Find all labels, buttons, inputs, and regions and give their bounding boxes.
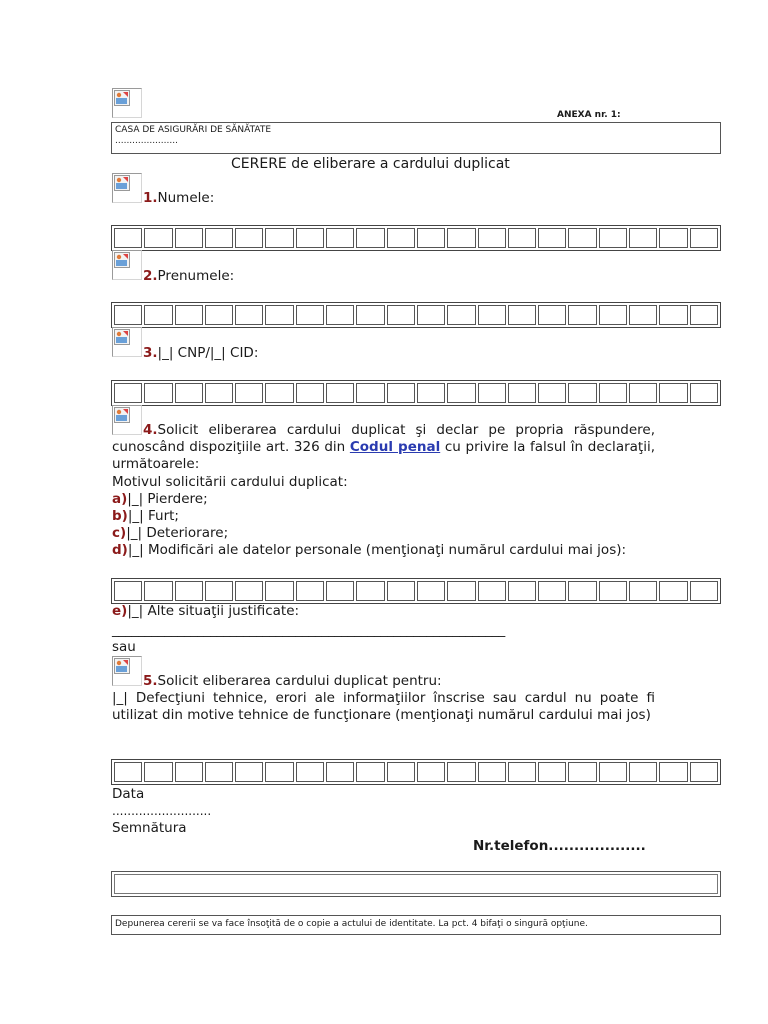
grid-cell[interactable] [538,581,566,601]
grid-cell[interactable] [599,762,627,782]
signature-label: Semnătura [112,820,187,836]
grid-cell[interactable] [296,581,324,601]
institution-name: CASA DE ASIGURĂRI DE SĂNĂTATE [115,125,272,135]
grid-cell[interactable] [296,762,324,782]
note-text: Depunerea cererii se va face însoţită de o copie a actului de identitate. La pct. 4 bifaţi o singură opţiune. [115,919,588,929]
grid-cell[interactable] [144,228,172,248]
date-label: Data [112,786,145,802]
grid-cell[interactable] [326,762,354,782]
field-3-label [143,345,258,362]
option-c-text: |_| Deteriorare; [126,525,229,541]
grid-cell[interactable] [538,383,566,403]
grid-cell[interactable] [690,762,718,782]
grid-cell[interactable] [144,305,172,325]
field-3-text: |_| CNP/|_| CID: [157,345,259,361]
grid-cell[interactable] [235,581,263,601]
grid-cell[interactable] [599,305,627,325]
option-d-text: |_| Modificări ale datelor personale (menţionaţi numărul cardului mai jos): [127,542,627,558]
grid-cell[interactable] [659,305,687,325]
grid-cell[interactable] [387,383,415,403]
grid-cell[interactable] [508,581,536,601]
grid-cell[interactable] [659,762,687,782]
grid-cell[interactable] [205,762,233,782]
grid-cell[interactable] [235,228,263,248]
grid-cell[interactable] [538,305,566,325]
option-b-text: |_| Furt; [127,508,179,524]
grid-cell[interactable] [387,581,415,601]
grid-cell[interactable] [205,228,233,248]
grid-cell[interactable] [568,305,596,325]
section-5-detail[interactable]: |_| Defecţiuni tehnice, erori ale informaţiilor înscrise sau cardul nu poate fi utilizat din motive tehnice de funcţionare (menţionaţi numărul cardului mai jos) [112,690,655,723]
grid-cell[interactable] [447,762,475,782]
or-label: sau [112,639,136,655]
grid-cell[interactable] [659,228,687,248]
grid-cell[interactable] [417,762,445,782]
grid-cell[interactable] [175,383,203,403]
option-e-text: |_| Alte situaţii justificate: [127,603,300,619]
grid-cell[interactable] [690,305,718,325]
grid-cell[interactable] [235,762,263,782]
grid-cell[interactable] [205,581,233,601]
option-d-key: d) [112,542,128,558]
reason-title: Motivul solicitării cardului duplicat: [112,474,348,490]
section-4-text-after: cu privire la falsul în declaraţii, următoarele: [112,439,655,472]
section-4-number: 4. [143,422,158,438]
grid-cell[interactable] [538,762,566,782]
option-b-key: b) [112,508,128,524]
grid-cell[interactable] [478,228,506,248]
grid-cell[interactable] [538,228,566,248]
grid-cell[interactable] [356,228,384,248]
grid-cell[interactable] [235,383,263,403]
grid-cell[interactable] [568,228,596,248]
field-1-text: Numele: [157,190,215,206]
grid-cell[interactable] [447,383,475,403]
field-1-number: 1. [143,190,158,206]
grid-cell[interactable] [235,305,263,325]
broken-image-icon [112,250,142,280]
grid-cell[interactable] [508,228,536,248]
grid-cell[interactable] [478,762,506,782]
option-e[interactable] [112,603,299,620]
option-d[interactable] [112,542,626,559]
card-number-grid-1[interactable] [111,578,721,604]
grid-cell[interactable] [144,581,172,601]
option-c-key: c) [112,525,127,541]
grid-cell[interactable] [659,581,687,601]
grid-cell[interactable] [356,762,384,782]
grid-cell[interactable] [508,305,536,325]
option-a[interactable] [112,491,208,508]
grid-cell[interactable] [296,305,324,325]
note-box [111,915,721,935]
grid-cell[interactable] [114,762,142,782]
grid-cell[interactable] [387,305,415,325]
broken-image-icon [112,88,142,118]
grid-cell[interactable] [690,228,718,248]
grid-cell[interactable] [568,383,596,403]
grid-cell[interactable] [690,383,718,403]
grid-cell[interactable] [447,581,475,601]
grid-cell[interactable] [205,383,233,403]
grid-cell[interactable] [629,581,657,601]
grid-cell[interactable] [326,305,354,325]
cnp-input-grid[interactable] [111,380,721,406]
grid-cell[interactable] [356,383,384,403]
grid-cell[interactable] [629,228,657,248]
option-a-key: a) [112,491,128,507]
institution-dots: ...................... [115,136,178,146]
grid-cell[interactable] [629,762,657,782]
grid-cell[interactable] [114,581,142,601]
grid-cell[interactable] [144,383,172,403]
section-4-paragraph [112,422,655,473]
grid-cell[interactable] [326,383,354,403]
name-input-grid[interactable] [111,225,721,251]
annex-label: ANEXA nr. 1: [557,110,621,120]
grid-cell[interactable] [356,305,384,325]
grid-cell[interactable] [508,383,536,403]
grid-cell[interactable] [114,305,142,325]
grid-cell[interactable] [265,581,293,601]
grid-cell[interactable] [265,383,293,403]
grid-cell[interactable] [478,305,506,325]
field-3-number: 3. [143,345,158,361]
phone-label[interactable]: Nr.telefon................... [473,838,646,854]
grid-cell[interactable] [175,762,203,782]
grid-cell[interactable] [114,228,142,248]
grid-cell[interactable] [599,383,627,403]
empty-box [111,871,721,897]
grid-cell[interactable] [599,228,627,248]
option-e-key: e) [112,603,128,619]
grid-cell[interactable] [175,228,203,248]
grid-cell[interactable] [175,581,203,601]
field-2-number: 2. [143,268,158,284]
surname-input-grid[interactable] [111,302,721,328]
grid-cell[interactable] [265,228,293,248]
option-c[interactable] [112,525,228,542]
grid-cell[interactable] [205,305,233,325]
date-dots[interactable]: .......................... [112,804,212,818]
grid-cell[interactable] [508,762,536,782]
broken-image-icon [112,173,142,203]
field-2-text: Prenumele: [157,268,235,284]
card-number-grid-2[interactable] [111,759,721,785]
grid-cell[interactable] [629,305,657,325]
grid-cell[interactable] [265,762,293,782]
grid-cell[interactable] [417,581,445,601]
grid-cell[interactable] [175,305,203,325]
grid-cell[interactable] [629,383,657,403]
grid-cell[interactable] [265,305,293,325]
grid-cell[interactable] [417,383,445,403]
grid-cell[interactable] [659,383,687,403]
section-4-text-before: Solicit eliberarea cardului duplicat şi declar pe propria răspundere, cunoscând dispoziţiile art. 326 din [112,422,655,455]
broken-image-icon [112,656,142,686]
grid-cell[interactable] [296,228,324,248]
grid-cell[interactable] [144,762,172,782]
section-5-text: Solicit eliberarea cardului duplicat pentru: [157,673,442,689]
grid-cell[interactable] [568,762,596,782]
option-a-text: |_| Pierdere; [127,491,208,507]
grid-cell[interactable] [478,581,506,601]
grid-cell[interactable] [447,228,475,248]
penal-code-link[interactable]: Codul penal [349,439,441,455]
field-2-label [143,268,234,285]
grid-cell[interactable] [296,383,324,403]
grid-cell[interactable] [690,581,718,601]
empty-box-inner [114,874,718,894]
institution-box [111,122,721,154]
grid-cell[interactable] [114,383,142,403]
option-b[interactable] [112,508,179,525]
section-5-heading [143,673,442,690]
grid-cell[interactable] [326,228,354,248]
broken-image-icon [112,327,142,357]
section-5-number: 5. [143,673,158,689]
grid-cell[interactable] [447,305,475,325]
grid-cell[interactable] [568,581,596,601]
other-reason-line[interactable]: ____________________________________________________________ [112,622,506,638]
page-title: CERERE de eliberare a cardului duplicat [231,156,510,172]
field-1-label [143,190,214,207]
grid-cell[interactable] [387,228,415,248]
grid-cell[interactable] [417,228,445,248]
grid-cell[interactable] [387,762,415,782]
grid-cell[interactable] [326,581,354,601]
grid-cell[interactable] [478,383,506,403]
grid-cell[interactable] [356,581,384,601]
grid-cell[interactable] [599,581,627,601]
grid-cell[interactable] [417,305,445,325]
